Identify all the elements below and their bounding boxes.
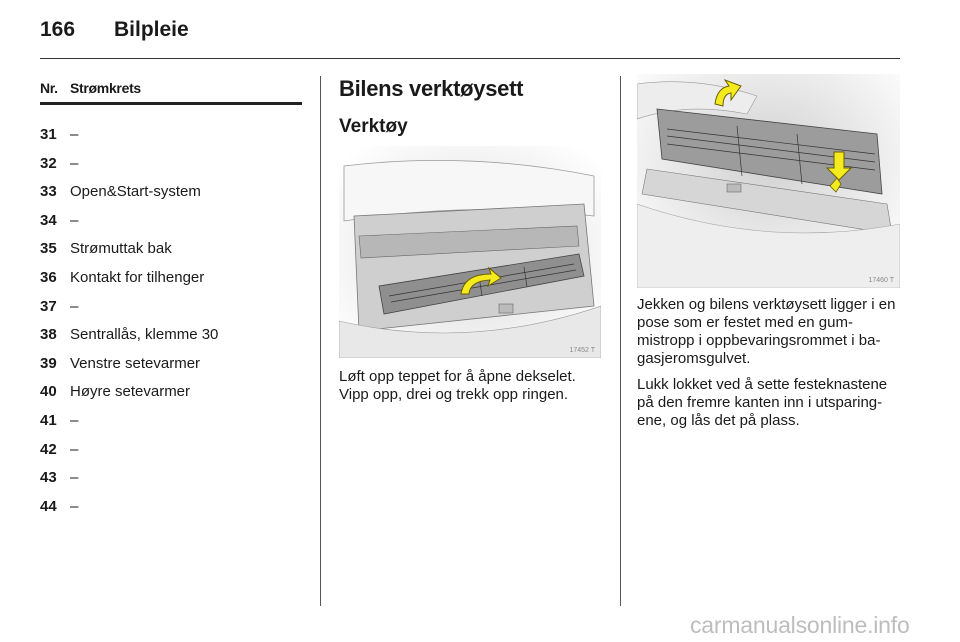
- fuse-circuit: Sentrallås, klemme 30: [70, 326, 219, 344]
- fuse-circuit: –: [70, 154, 79, 172]
- table-row: [40, 229, 302, 258]
- table-row: [40, 429, 302, 458]
- subsection-title: Verktøy: [339, 116, 408, 137]
- table-row: [40, 400, 302, 429]
- table-row: [40, 343, 302, 372]
- table-header: [40, 80, 302, 105]
- column-divider: [620, 76, 621, 606]
- toolkit-compartment-illustration: [637, 74, 900, 288]
- fuse-number: 37: [40, 297, 57, 315]
- table-row: [40, 315, 302, 344]
- figure-trunk-floor-cover: [339, 146, 601, 358]
- table-rows: [40, 105, 302, 515]
- fuse-circuit: Strømuttak bak: [70, 240, 172, 258]
- figure-number: 17460 T: [868, 277, 894, 284]
- fuse-circuit: –: [70, 297, 79, 315]
- fuse-number: 38: [40, 326, 57, 344]
- trunk-cover-illustration: [339, 146, 601, 358]
- fuse-table: [40, 80, 302, 515]
- fuse-circuit: –: [70, 126, 79, 143]
- watermark: carmanualsonline.info: [690, 612, 910, 638]
- fuse-number: 31: [40, 126, 57, 143]
- page-number: 166: [40, 18, 76, 41]
- table-row: [40, 172, 302, 201]
- page-title: Bilpleie: [114, 18, 189, 41]
- table-row: [40, 200, 302, 229]
- table-row: [40, 458, 302, 487]
- fuse-circuit: –: [70, 211, 79, 229]
- fuse-circuit: –: [70, 497, 79, 515]
- figure-toolkit-compartment: [637, 74, 900, 288]
- fuse-number: 32: [40, 154, 57, 172]
- fuse-circuit: Kontakt for tilhenger: [70, 268, 205, 286]
- table-row: [40, 105, 302, 143]
- figure-number: 17452 T: [569, 347, 595, 354]
- paragraph-toolkit-location: Jekken og bilens verktøysett ligger i en pose som er festet med en gummistropp i oppbevaringsrommet i bagasjeromsgulvet.: [637, 296, 896, 367]
- fuse-number: 36: [40, 268, 57, 286]
- paragraph-close-lid: Lukk lokket ved å sette festeknastene på den fremre kanten inn i utsparingene, og lås det på plass.: [637, 376, 888, 429]
- fuse-number: 40: [40, 383, 57, 401]
- fuse-circuit: Høyre setevarmer: [70, 383, 191, 401]
- table-row: [40, 257, 302, 286]
- table-row: [40, 143, 302, 172]
- page-header: [40, 18, 189, 48]
- column-header-circuit: Strømkrets: [70, 80, 141, 96]
- table-row: [40, 286, 302, 315]
- fuse-number: 39: [40, 354, 57, 372]
- fuse-number: 41: [40, 411, 57, 429]
- header-rule: [40, 58, 900, 59]
- column-divider: [320, 76, 321, 606]
- fuse-number: 33: [40, 183, 57, 201]
- fuse-circuit: –: [70, 411, 79, 429]
- fuse-number: 42: [40, 440, 57, 458]
- fuse-number: 43: [40, 469, 57, 487]
- section-title: Bilens verktøysett: [339, 76, 524, 101]
- fuse-circuit: –: [70, 469, 79, 487]
- fuse-circuit: Venstre setevarmer: [70, 354, 201, 372]
- fuse-number: 35: [40, 240, 57, 258]
- table-row: [40, 486, 302, 515]
- fuse-circuit: –: [70, 440, 79, 458]
- table-row: [40, 372, 302, 401]
- fuse-number: 34: [40, 211, 57, 229]
- figure-caption: Løft opp teppet for å åpne dekselet. Vipp opp, drei og trekk opp ringen.: [339, 368, 576, 403]
- column-header-nr: Nr.: [40, 80, 58, 96]
- fuse-circuit: Open&Start-system: [70, 183, 201, 201]
- fuse-number: 44: [40, 497, 57, 515]
